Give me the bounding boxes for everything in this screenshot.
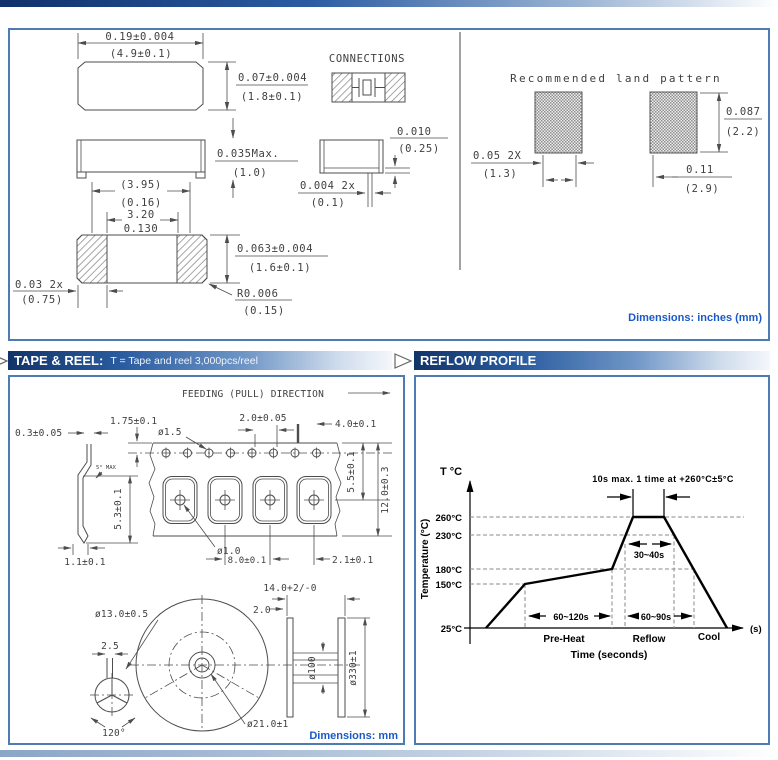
dim-gap-in: 0.130 [123,223,159,235]
peak-note: 10s max. 1 time at +260°C±5°C [592,474,734,484]
land-dim-pitch-in: 0.11 [686,164,714,176]
dim-top-width-mm: (4.9±0.1) [109,48,173,60]
top-divider-bar [0,0,778,7]
land-dim-pitch-mm: (2.9) [684,183,720,195]
dim-standoff-mm: (0.1) [310,197,346,209]
dim-span-mm: (3.95) [120,179,162,191]
dim-tape-thickness: 0.3±0.05 [15,428,63,439]
reel-front-view [126,595,362,731]
dim-reel-dia: ø330±1 [348,650,359,686]
dim-pad-width-mm: (0.75) [21,294,63,306]
tick-230: 230°C [435,531,462,542]
dim-hole-pitch: 2.0±0.05 [239,413,287,424]
dim-pocket-pitch: 8.0±0.1 [227,556,267,566]
dim-lead-length: 4.0±0.1 [335,419,377,430]
reflow-duration: 60~90s [640,612,672,622]
tape-reel-header-title: TAPE & REEL: [14,353,104,368]
dim-lid-in: 0.010 [397,126,432,138]
bottom-divider-bar [0,750,778,757]
reflow-profile-chart [416,377,767,743]
chart-axes [464,481,743,644]
dim-standoff-in: 0.004 2x [300,180,356,192]
dim-bottom-height-in: 0.063±0.004 [237,243,314,255]
dim-pad-width-in: 0.03 2x [15,279,64,291]
dim-hub-key: ø13.0±0.5 [95,609,149,620]
dim-radius-mm: (0.15) [243,305,285,317]
peak-annotation [607,489,690,516]
dim-flange-thickness: 2.0 [253,605,271,616]
outline-units-note: Dimensions: inches (mm) [628,312,762,324]
zone-preheat-label: Pre-Heat [543,634,585,645]
dim-pocket-depth: 5.3±0.1 [113,488,124,530]
tape-reel-header [8,351,392,370]
dim-draft-angle: 5° MAX [96,465,116,471]
reflow-profile-header [414,351,770,370]
dim-hole-edge: 1.75±0.1 [110,416,158,427]
dim-lid-mm: (0.25) [398,143,440,155]
zone-reflow-label: Reflow [632,634,666,645]
dim-hub-dia: ø100 [307,656,318,680]
land-dim-gap-mm: (1.3) [482,168,518,180]
section-arrow-left-icon [0,353,8,369]
tick-260: 260°C [435,513,462,524]
tape-reel-drawing-box [8,375,405,745]
tick-180: 180°C [435,565,462,576]
dim-edge-to-pocket: 5.5±0.1 [346,451,357,493]
package-top-view [78,33,203,110]
land-dim-gap-in: 0.05 2X [473,150,522,162]
tape-reel-header-subtitle: T = Tape and reel 3,000pcs/reel [110,354,258,367]
dim-arbor-hole: ø21.0±1 [247,719,289,730]
y-axis-label: Temperature (°C) [420,518,431,600]
above-230-time: 30~40s [633,550,665,560]
preheat-duration: 60~120s [553,612,589,622]
reflow-profile-header-title: REFLOW PROFILE [420,353,537,368]
chart-gridlines [470,517,744,628]
x-axis-label: Time (seconds) [570,649,648,661]
zone-cool-label: Cool [697,632,721,643]
temperature-profile-line [486,517,727,628]
outline-drawing-box [8,28,770,341]
dim-top-height-in: 0.07±0.004 [238,72,308,84]
dim-span-in: (0.16) [120,197,162,209]
dim-key-width: 2.5 [101,641,119,652]
tape-reel-drawing [10,377,403,743]
dim-radius-in: R0.006 [237,288,279,300]
tape-dimension-arrows [184,424,392,565]
dim-top-width-in: 0.19±0.004 [105,31,175,43]
x-unit-label: (s) [750,624,762,635]
dim-foot-width: 1.1±0.1 [64,557,106,568]
land-dim-height-in: 0.087 [726,106,761,118]
dim-pocket-hole: ø1.0 [217,546,241,557]
dim-pocket-end: 2.1±0.1 [332,555,374,566]
land-dim-height-mm: (2.2) [725,126,761,138]
connections-drawing [332,73,405,102]
t-axis-label: T °C [440,466,463,478]
reflow-profile-box [414,375,770,745]
outline-drawing [10,30,768,339]
land-pattern-title: Recommended land pattern [510,72,722,85]
tape-units-note: Dimensions: mm [309,730,398,742]
dim-side-height-mm: (1.0) [232,167,268,179]
dim-tape-width: 12.0±0.3 [380,466,391,514]
dim-side-height-in: 0.035Max. [217,148,280,160]
feeding-direction-label: FEEDING (PULL) DIRECTION [181,389,325,400]
dim-hole-dia: ø1.5 [158,427,182,438]
tick-150: 150°C [435,580,462,591]
connections-label: CONNECTIONS [328,53,406,65]
dim-bottom-height-mm: (1.6±0.1) [248,262,312,274]
dim-top-height-mm: (1.8±0.1) [240,91,304,103]
dim-reel-width: 14.0+2/-0 [263,583,317,594]
tick-25: 25°C [440,624,462,635]
dim-gap-mm: 3.20 [127,209,155,221]
section-arrow-icon [393,353,413,369]
dim-key-angle: 120° [102,728,126,739]
